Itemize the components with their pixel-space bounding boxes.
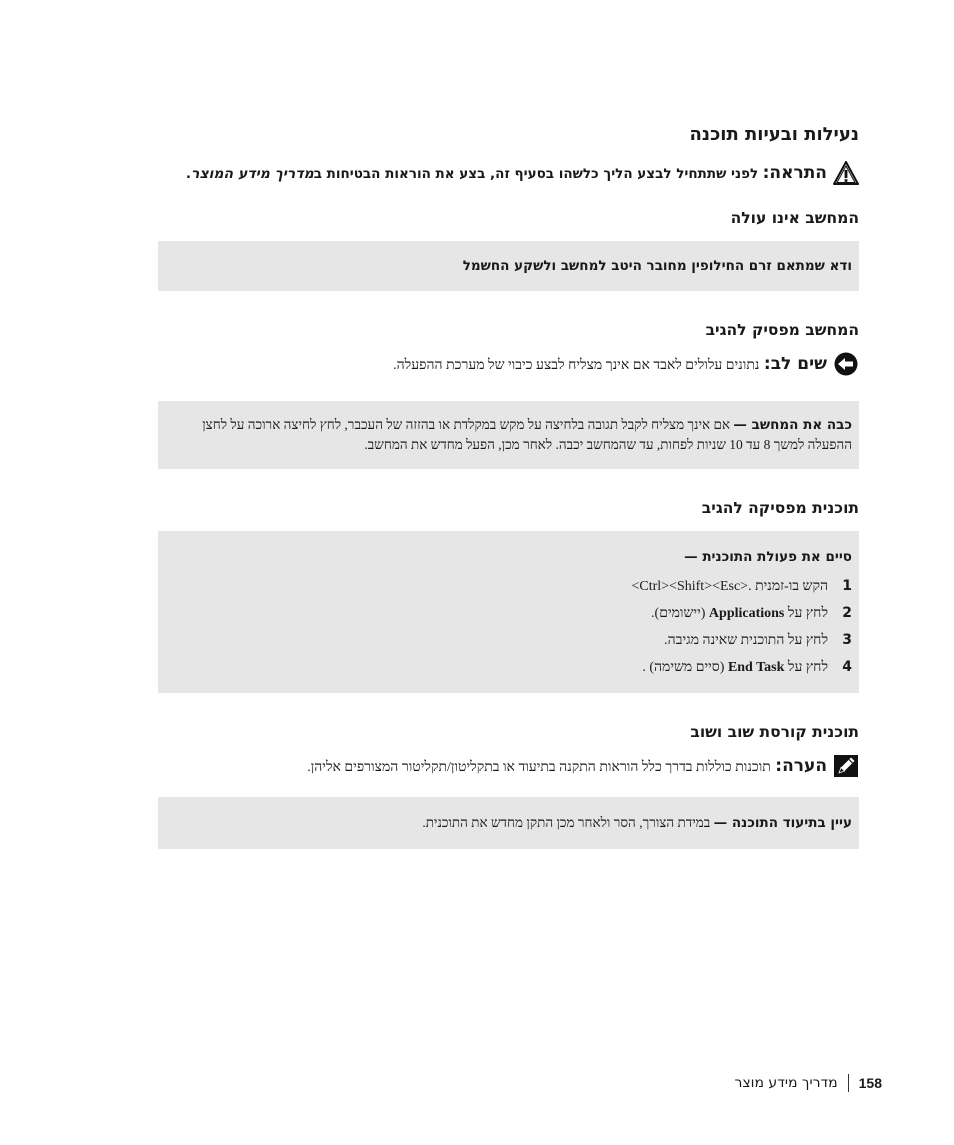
page-content [158, 122, 859, 877]
caution-body [158, 353, 827, 377]
step-item [172, 654, 852, 681]
note-pencil-icon [833, 754, 859, 778]
note-notice [158, 755, 859, 779]
note-text: תוכנות כוללות בדרך כלל הוראות התקנה בתיעוד או בתקליטון/תקליטור המצורפים אליהן. [307, 760, 771, 775]
step-text: לחץ על התוכנית שאינה מגיבה. [664, 633, 828, 648]
step-item [172, 627, 852, 654]
step-text: לחץ על Applications (יישומים). [651, 606, 828, 621]
stops-responding-lead: כבה את המחשב — [733, 417, 852, 433]
stops-responding-box [158, 401, 859, 469]
warning-end: . [185, 166, 192, 182]
warning-triangle-icon [833, 161, 859, 185]
step-text: הקש בו-זמנית <Ctrl><Shift><Esc>. [631, 579, 828, 594]
program-not-responding-lead: סיים את פעולת התוכנית — [684, 549, 852, 565]
section-heading-stops-responding: המחשב מפסיק להגיב [705, 321, 859, 339]
steps-list [172, 573, 852, 681]
section-heading-program-crashes: תוכנית קורסת שוב ושוב [690, 723, 859, 741]
caution-label: שים לב: [763, 354, 827, 374]
note-label: הערה: [775, 756, 827, 776]
warning-body [158, 162, 827, 185]
footer-separator [848, 1074, 849, 1092]
program-crashes-paragraph [172, 813, 852, 833]
step-text: לחץ על End Task (סיים משימה) . [642, 660, 828, 675]
program-not-responding-box [158, 531, 859, 693]
page-title: נעילות ובעיות תוכנה [689, 124, 859, 145]
warning-notice [158, 162, 859, 185]
section-heading-program-not-responding: תוכנית מפסיקה להגיב [701, 499, 859, 517]
warning-text: לפני שתתחיל לבצע הליך כלשהו בסעיף זה, בצע את הוראות הבטיחות ב [313, 166, 759, 182]
caution-text: נתונים עלולים לאבד אם אינך מצליח לבצע כיבוי של מערכת ההפעלה. [393, 358, 760, 373]
program-crashes-box [158, 797, 859, 849]
stops-responding-paragraph [172, 415, 852, 455]
step-number: 1 [842, 578, 852, 594]
step-number: 3 [842, 632, 852, 648]
warning-book-title: מדריך מידע המוצר [191, 166, 314, 182]
program-crashes-text: במידת הצורך, הסר ולאחר מכן התקן מחדש את התוכנית. [422, 815, 714, 830]
step-item [172, 600, 852, 627]
caution-notice [158, 353, 859, 377]
program-crashes-lead: עיין בתיעוד התוכנה — [713, 815, 852, 831]
step-number: 2 [842, 605, 852, 621]
note-body [158, 755, 827, 779]
warning-label: התראה: [762, 163, 827, 183]
footer-book-title: מדריך מידע מוצר [734, 1075, 838, 1091]
page-footer [734, 1074, 882, 1092]
no-start-box [158, 241, 859, 291]
page-number: 158 [858, 1075, 882, 1091]
step-item [172, 573, 852, 600]
no-start-text: ודא שמתאם זרם החילופין מחובר היטב למחשב ולשקע החשמל [462, 258, 852, 274]
stops-responding-text: אם אינך מצליח לקבל תגובה בלחיצה על מקש במקלדת או בהזזה של העכבר, לחץ לחיצה ארוכה על לחצן ההפעלה למשך 8 עד 10 שניות לפחות, עד שהמחשב יכבה. לאחר מכן, הפעל מחדש את המחשב. [202, 417, 852, 452]
caution-arrow-icon [833, 352, 859, 376]
section-heading-no-start: המחשב אינו עולה [730, 209, 859, 227]
step-number: 4 [842, 659, 852, 675]
